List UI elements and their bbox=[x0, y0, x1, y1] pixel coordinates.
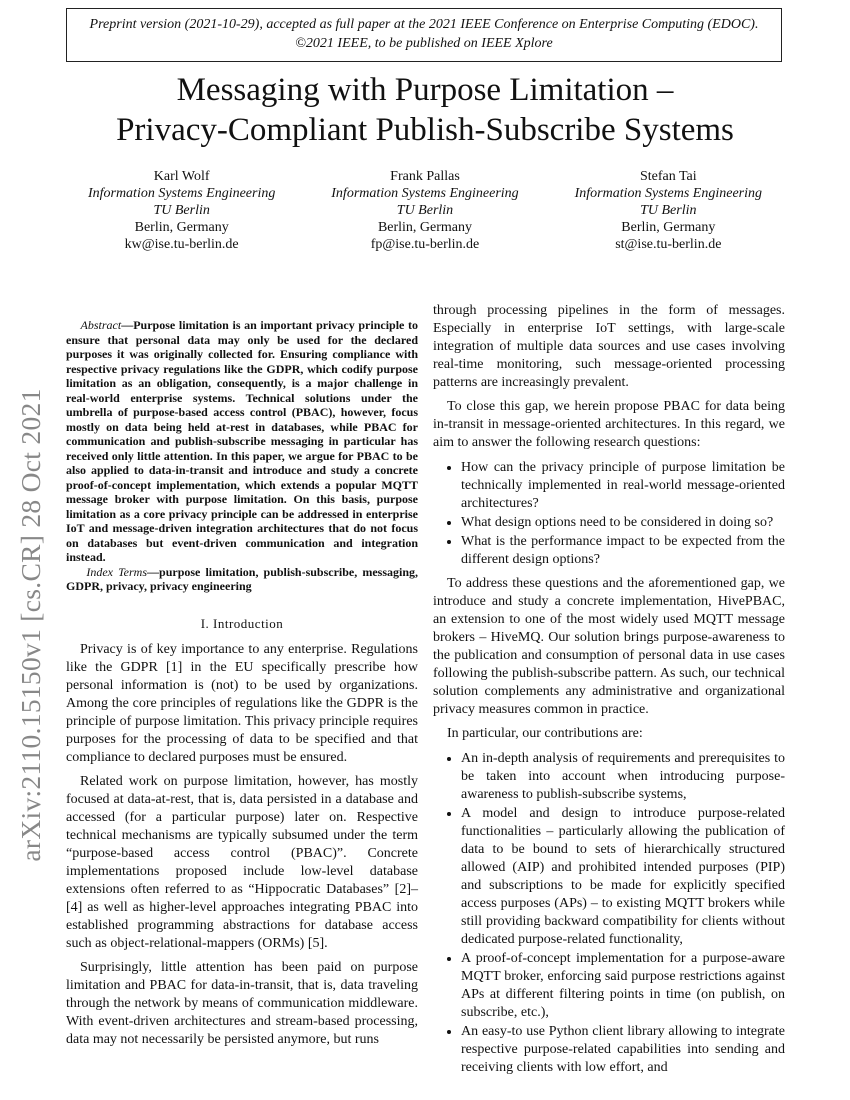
list-item: • A model and design to introduce purpose-related functionalities – particularly allowing the publication of data to be bound to sets of hierarchically structured allowed (AIP) and prohibited intended purposes (PIP) and subscriptions to be made for explicitly specified access purposes (APs) – to existing MQTT brokers while still providing backward compatibility for clients without dedicated purpose-related functionality, bbox=[461, 804, 785, 949]
author-1 bbox=[62, 168, 302, 253]
section-heading-introduction: I. Introduction bbox=[200, 615, 284, 631]
preprint-notice bbox=[66, 8, 782, 62]
right-column bbox=[433, 302, 785, 1083]
author-name: Karl Wolf bbox=[153, 169, 210, 184]
author-location: Berlin, Germany bbox=[621, 220, 716, 235]
author-block bbox=[60, 168, 790, 253]
paper-title bbox=[0, 70, 850, 150]
author-location: Berlin, Germany bbox=[377, 220, 473, 235]
author-email[interactable]: fp@ise.tu-berlin.de bbox=[370, 237, 480, 252]
author-email[interactable]: st@ise.tu-berlin.de bbox=[615, 237, 722, 252]
index-terms bbox=[66, 565, 418, 594]
abstract-label: Abstract bbox=[80, 318, 122, 332]
notice-line-1: Preprint version (2021-10-29), accepted as full paper at the 2021 IEEE Conference on Enterprise Computing (EDOC). bbox=[89, 17, 759, 32]
paragraph: To address these questions and the aforementioned gap, we introduce and study a concrete implementation, HivePBAC, an extension to one of the most widely used MQTT message brokers – HiveMQ. Our solution brings purpose-awareness to the publication and consumption of personal data in use cases following the publish-subscribe pattern. As such, our technical solution complements any administrative and organizational privacy measures common in practice. bbox=[433, 576, 785, 717]
author-3 bbox=[548, 168, 788, 253]
paragraph: In particular, our contributions are: bbox=[447, 726, 643, 741]
contributions-list bbox=[433, 749, 785, 1077]
author-university: TU Berlin bbox=[396, 203, 454, 218]
paragraph: Surprisingly, little attention has been paid on purpose limitation and PBAC for data-in-transit, that is, data traveling through the network by means of communication middleware. With event-driven architectures and stream-based processing, data may not necessarily be persisted anymore, but runs bbox=[66, 959, 418, 1047]
title-line-2: Privacy-Compliant Publish-Subscribe Systems bbox=[116, 112, 734, 148]
arxiv-identifier[interactable]: arXiv:2110.15150v1 [cs.CR] 28 Oct 2021 bbox=[15, 388, 46, 862]
arxiv-sidebar bbox=[0, 265, 62, 985]
list-item: • What is the performance impact to be expected from the different design options? bbox=[461, 532, 785, 569]
author-affiliation: Information Systems Engineering bbox=[331, 186, 519, 201]
notice-line-2: ©2021 IEEE, to be published on IEEE Xplore bbox=[295, 36, 553, 51]
paragraph: Related work on purpose limitation, however, has mostly focused at data-at-rest, that is, data persisted in a database and accessed (for a particular purpose) later on. Respective technical mechanisms are typically subsumed under the term “purpose-based access control (PBAC)”. Concrete implementations proposed include low-level database extensions often referred to as “Hippocratic Databases” [2]–[4] as well as higher-level approaches integrating PBAC into established programming abstractions for database access such as object-relational-mappers (ORMs) [5]. bbox=[66, 773, 418, 951]
index-terms-text: —purpose limitation, publish-subscribe, messaging, GDPR, privacy, privacy engineering bbox=[66, 564, 418, 593]
list-item: • What design options need to be considered in doing so? bbox=[461, 513, 785, 532]
index-terms-label: Index Terms bbox=[86, 564, 148, 579]
author-location: Berlin, Germany bbox=[134, 220, 229, 235]
list-item: • A proof-of-concept implementation for a purpose-aware MQTT broker, enforcing said purpose restrictions against APs at different filtering points in time (on publish, on subscribe, etc.), bbox=[461, 949, 785, 1022]
left-column bbox=[66, 302, 418, 1055]
author-university: TU Berlin bbox=[153, 203, 210, 218]
paragraph: through processing pipelines in the form of messages. Especially in enterprise IoT settings, with large-scale integration of multiple data sources and use cases involving real-time monitoring, such message-oriented processing patterns are increasingly prevalent. bbox=[433, 303, 785, 390]
paragraph: To close this gap, we herein propose PBAC for data being in-transit in message-oriented architectures. In this regard, we aim to answer the following research questions: bbox=[433, 399, 785, 450]
research-questions-list bbox=[433, 458, 785, 569]
paragraph: Privacy is of key importance to any enterprise. Regulations like the GDPR [1] in the EU specifically prescribe how personal information is (not) to be used by organizations. Among the core principles of regulations like the GDPR is the principle of purpose limitation. This privacy principle requires purposes for the processing of data to be specified and that compliance to declared purposes must be ensured. bbox=[66, 641, 418, 765]
author-university: TU Berlin bbox=[640, 203, 697, 218]
author-name: Frank Pallas bbox=[390, 169, 460, 184]
list-item: • An easy-to use Python client library allowing to integrate respective purpose-related capabilities into sending and receiving clients with low effort, and bbox=[461, 1022, 785, 1077]
abstract bbox=[66, 318, 418, 565]
title-line-1: Messaging with Purpose Limitation – bbox=[176, 72, 674, 108]
abstract-text: —Purpose limitation is an important privacy principle to ensure that personal data may only be used for the declared purposes it was originally collected for. Ensuring compliance with respective privacy regulations like the GDPR, which codify purpose limitation as an obligation, consequently, is a major challenge in real-world enterprise systems. Technical solutions under the umbrella of purpose-based access control (PBAC), however, focus mostly on data being held at-rest in databases, while PBAC for communication and publish-subscribe messaging in particular has received only little attention. In this paper, we argue for PBAC to be also applied to data-in-transit and introduce and study a concrete proof-of-concept implementation, which extends a popular MQTT message broker with purpose limitation. On this basis, purpose limitation as a core privacy principle can be addressed in enterprise IoT and message-driven integration architectures that do not focus on databases but event-driven communication and integration instead. bbox=[66, 318, 418, 564]
author-affiliation: Information Systems Engineering bbox=[574, 186, 763, 201]
author-email[interactable]: kw@ise.tu-berlin.de bbox=[124, 237, 239, 252]
list-item: • How can the privacy principle of purpose limitation be technically implemented in real-world message-oriented architectures? bbox=[461, 458, 785, 513]
author-name: Stefan Tai bbox=[639, 169, 697, 184]
author-2 bbox=[305, 168, 545, 253]
list-item: • An in-depth analysis of requirements and prerequisites to be taken into account when introducing purpose-awareness to publish-subscribe systems, bbox=[461, 749, 785, 804]
author-affiliation: Information Systems Engineering bbox=[87, 186, 276, 201]
